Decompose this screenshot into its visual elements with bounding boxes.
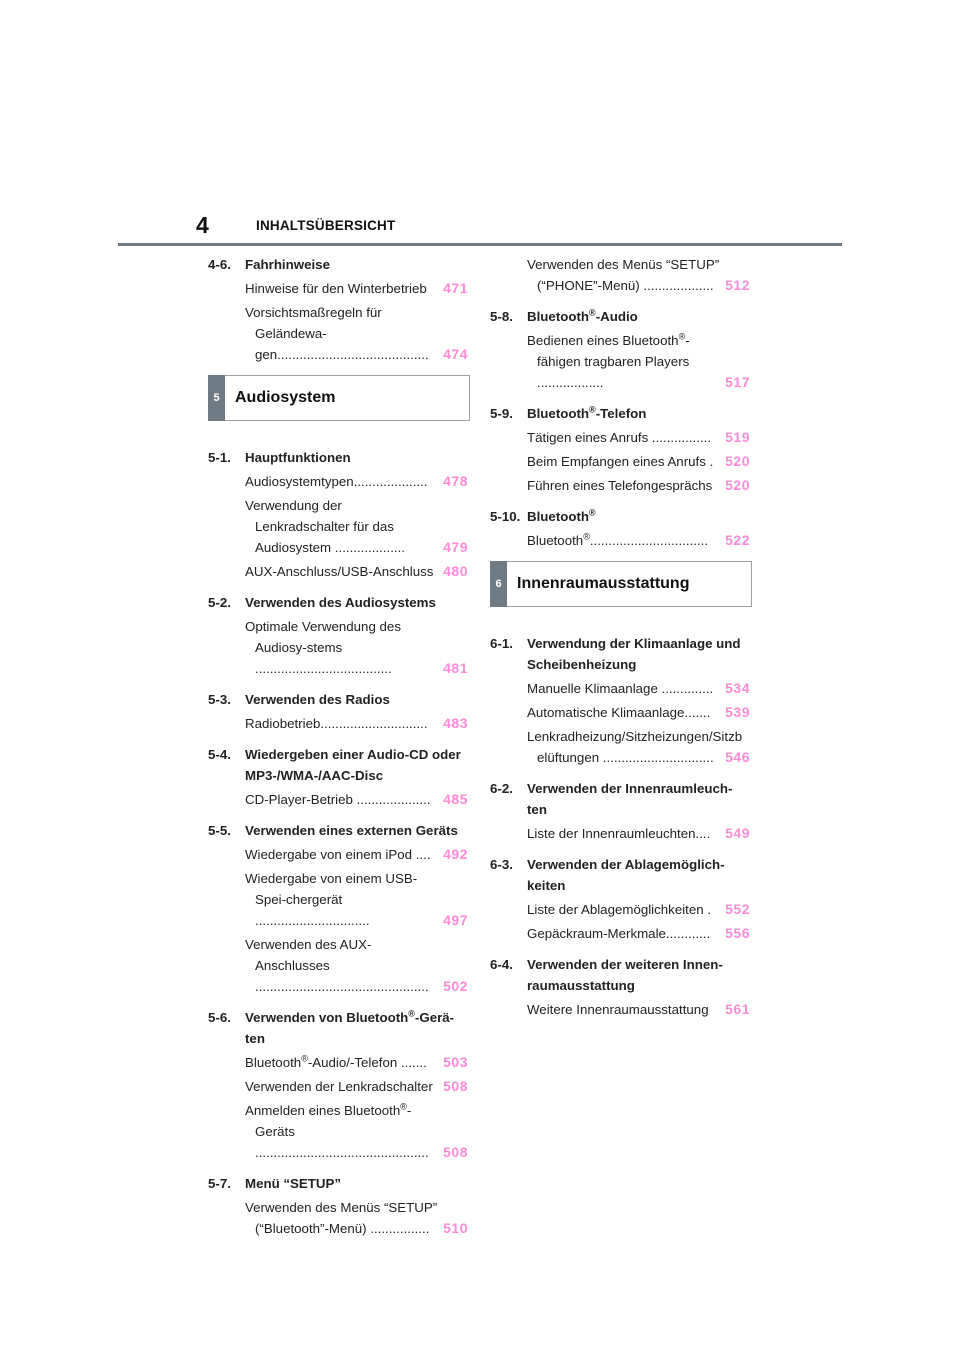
entry-text: Radiobetrieb............................. bbox=[245, 716, 428, 731]
section-number: 5-10. bbox=[490, 509, 521, 524]
entry-text bbox=[245, 1100, 470, 1163]
toc-entry[interactable] bbox=[490, 330, 752, 393]
section-number: 6-4. bbox=[490, 957, 513, 972]
entry-text: AUX-Anschluss/USB-Anschluss bbox=[245, 564, 434, 579]
entry-page-link[interactable]: 517 bbox=[725, 374, 750, 390]
toc-entry[interactable] bbox=[490, 899, 752, 920]
section-number: 6-3. bbox=[490, 857, 513, 872]
entry-text: Gepäckraum-Merkmale............ bbox=[527, 926, 711, 941]
section-title bbox=[527, 306, 752, 327]
section-title: Verwenden des Audiosystems bbox=[245, 595, 436, 610]
entry-text: Wiedergabe von einem USB-Spei-chergerät ............................... bbox=[245, 871, 418, 928]
toc-entry[interactable] bbox=[490, 475, 752, 496]
section-number: 5-8. bbox=[490, 309, 513, 324]
entry-page-link[interactable]: 539 bbox=[725, 704, 750, 720]
entry-page-link[interactable]: 556 bbox=[725, 925, 750, 941]
section-title-part: -Telefon bbox=[595, 406, 647, 421]
entry-text: Automatische Klimaanlage....... bbox=[527, 705, 711, 720]
entry-text bbox=[245, 1052, 470, 1073]
entry-page-link[interactable]: 478 bbox=[443, 473, 468, 489]
toc-column-right bbox=[490, 254, 752, 1020]
entry-page-link[interactable]: 485 bbox=[443, 791, 468, 807]
section-number: 5-1. bbox=[208, 450, 231, 465]
toc-entry[interactable] bbox=[490, 427, 752, 448]
section-number: 5-5. bbox=[208, 823, 231, 838]
section-title-part: -Audio bbox=[595, 309, 638, 324]
section-number: 5-3. bbox=[208, 692, 231, 707]
entry-text-part: Anmelden eines Bluetooth bbox=[245, 1103, 401, 1118]
entry-page-link[interactable]: 522 bbox=[725, 532, 750, 548]
entry-text: Verwenden des AUX-Anschlusses ............................................... bbox=[245, 937, 429, 994]
section-title-part: Bluetooth bbox=[527, 509, 590, 524]
toc-entry[interactable] bbox=[490, 702, 752, 723]
entry-text: Verwenden des Menüs “SETUP” (“PHONE”-Menü) ................... bbox=[527, 257, 720, 293]
entry-page-link[interactable]: 520 bbox=[725, 453, 750, 469]
toc-entry[interactable] bbox=[208, 844, 470, 865]
entry-text: Führen eines Telefongesprächs bbox=[527, 478, 713, 493]
page-header bbox=[0, 0, 960, 250]
registered-mark: ® bbox=[678, 331, 686, 342]
section-heading bbox=[490, 306, 752, 327]
section-number: 5-9. bbox=[490, 406, 513, 421]
section-title: Menü “SETUP” bbox=[245, 1176, 342, 1191]
chapter-title: Audiosystem bbox=[235, 389, 336, 406]
section-heading bbox=[490, 633, 752, 675]
toc-entry[interactable] bbox=[208, 713, 470, 734]
section-title: Verwendung der Klimaanlage und Scheibenheizung bbox=[527, 636, 741, 672]
entry-text: Lenkradheizung/Sitzheizungen/Sitzb elüftungen .............................. bbox=[527, 729, 743, 765]
entry-text-part: -Audio/-Telefon ....... bbox=[307, 1055, 427, 1070]
section-title bbox=[245, 1007, 470, 1049]
entry-page-link[interactable]: 510 bbox=[443, 1220, 468, 1236]
section-title: Verwenden der Innenraumleuch-ten bbox=[527, 781, 733, 817]
entry-text: Verwenden der Lenkradschalter bbox=[245, 1079, 433, 1094]
entry-page-link[interactable]: 552 bbox=[725, 901, 750, 917]
entry-page-link[interactable]: 519 bbox=[725, 429, 750, 445]
entry-page-link[interactable]: 492 bbox=[443, 846, 468, 862]
registered-mark: ® bbox=[583, 531, 590, 542]
section-title bbox=[527, 403, 752, 424]
section-title-part: -Gerä-ten bbox=[245, 1010, 455, 1046]
entry-page-link[interactable]: 502 bbox=[443, 978, 468, 994]
toc-entry[interactable] bbox=[208, 278, 470, 299]
section-number: 5-2. bbox=[208, 595, 231, 610]
toc-entry[interactable] bbox=[208, 1197, 470, 1239]
entry-text: Liste der Innenraumleuchten.... bbox=[527, 826, 711, 841]
section-heading bbox=[208, 744, 470, 786]
toc-entry[interactable] bbox=[490, 823, 752, 844]
section-title: Fahrhinweise bbox=[245, 257, 330, 272]
section-heading bbox=[490, 506, 752, 527]
toc-entry[interactable] bbox=[490, 726, 752, 768]
entry-page-link[interactable]: 534 bbox=[725, 680, 750, 696]
section-number: 5-4. bbox=[208, 747, 231, 762]
header-rule bbox=[118, 243, 842, 246]
entry-page-link[interactable]: 497 bbox=[443, 912, 468, 928]
toc-entry[interactable] bbox=[208, 302, 470, 365]
entry-page-link[interactable]: 481 bbox=[443, 660, 468, 676]
entry-text bbox=[527, 330, 752, 393]
toc-entry[interactable] bbox=[208, 934, 470, 997]
registered-mark: ® bbox=[589, 507, 596, 518]
section-title-part: Bluetooth bbox=[527, 406, 590, 421]
entry-text bbox=[527, 530, 752, 551]
entry-text-part: Bedienen eines Bluetooth bbox=[527, 333, 679, 348]
entry-page-link[interactable]: 479 bbox=[443, 539, 468, 555]
toc-entry[interactable] bbox=[208, 495, 470, 558]
entry-page-link[interactable]: 561 bbox=[725, 1001, 750, 1017]
section-heading bbox=[208, 689, 470, 710]
toc-entry[interactable] bbox=[490, 451, 752, 472]
entry-text: Audiosystemtypen.................... bbox=[245, 474, 428, 489]
entry-text: Hinweise für den Winterbetrieb bbox=[245, 281, 427, 296]
section-heading bbox=[208, 1173, 470, 1194]
entry-page-link[interactable]: 546 bbox=[725, 749, 750, 765]
toc-entry[interactable] bbox=[208, 789, 470, 810]
entry-text: Manuelle Klimaanlage .............. bbox=[527, 681, 714, 696]
section-heading bbox=[490, 954, 752, 996]
chapter-box bbox=[208, 375, 470, 421]
toc-entry[interactable] bbox=[208, 868, 470, 931]
page-title: INHALTSÜBERSICHT bbox=[256, 218, 396, 233]
toc-entry[interactable] bbox=[208, 561, 470, 582]
entry-text-part: Bluetooth bbox=[527, 533, 584, 548]
page-number: 4 bbox=[196, 212, 209, 238]
entry-text: Vorsichtsmaßregeln für Geländewa-gen......................................... bbox=[245, 305, 429, 362]
entry-text-part: Bluetooth bbox=[245, 1055, 302, 1070]
entry-page-link[interactable]: 508 bbox=[443, 1144, 468, 1160]
section-number: 6-1. bbox=[490, 636, 513, 651]
entry-text-part: -Geräts ............................................... bbox=[255, 1103, 429, 1160]
section-number: 5-6. bbox=[208, 1010, 231, 1025]
section-number: 5-7. bbox=[208, 1176, 231, 1191]
registered-mark: ® bbox=[589, 404, 596, 415]
entry-page-link[interactable]: 508 bbox=[443, 1078, 468, 1094]
section-heading bbox=[208, 447, 470, 468]
registered-mark: ® bbox=[589, 307, 596, 318]
section-heading bbox=[208, 254, 470, 275]
toc-entry[interactable] bbox=[490, 678, 752, 699]
section-heading bbox=[208, 820, 470, 841]
toc-entry[interactable] bbox=[208, 1052, 470, 1073]
section-number: 4-6. bbox=[208, 257, 231, 272]
entry-page-link[interactable]: 480 bbox=[443, 563, 468, 579]
entry-text: Tätigen eines Anrufs ................ bbox=[527, 430, 712, 445]
entry-page-link[interactable]: 549 bbox=[725, 825, 750, 841]
entry-page-link[interactable]: 520 bbox=[725, 477, 750, 493]
chapter-number-tab: 6 bbox=[490, 561, 507, 607]
section-heading bbox=[208, 592, 470, 613]
toc-entry[interactable] bbox=[208, 616, 470, 679]
section-heading bbox=[490, 854, 752, 896]
section-title: Verwenden der Ablagemöglich-keiten bbox=[527, 857, 725, 893]
entry-text-part: ................................ bbox=[589, 533, 709, 548]
chapter-box bbox=[490, 561, 752, 607]
registered-mark: ® bbox=[408, 1008, 415, 1019]
entry-page-link[interactable]: 503 bbox=[443, 1054, 468, 1070]
entry-text: CD-Player-Betrieb .................... bbox=[245, 792, 431, 807]
section-title-part: Bluetooth bbox=[527, 309, 590, 324]
section-title-part: Verwenden von Bluetooth bbox=[245, 1010, 409, 1025]
registered-mark: ® bbox=[400, 1101, 407, 1112]
toc-entry[interactable] bbox=[208, 471, 470, 492]
section-title bbox=[527, 506, 752, 527]
entry-text: Beim Empfangen eines Anrufs . bbox=[527, 454, 714, 469]
toc-entry[interactable] bbox=[208, 1076, 470, 1097]
section-title: Verwenden des Radios bbox=[245, 692, 390, 707]
entry-text: Optimale Verwendung des Audiosy-stems ..................................... bbox=[245, 619, 401, 676]
section-number: 6-2. bbox=[490, 781, 513, 796]
section-title: Wiedergeben einer Audio-CD oder MP3-/WMA-/AAC-Disc bbox=[245, 747, 461, 783]
entry-text: Verwendung der Lenkradschalter für das Audiosystem ................... bbox=[245, 498, 406, 555]
entry-text: Verwenden des Menüs “SETUP” (“Bluetooth”-Menü) ................ bbox=[245, 1200, 438, 1236]
toc-column-left bbox=[208, 254, 470, 1239]
entry-text: Liste der Ablagemöglichkeiten . bbox=[527, 902, 712, 917]
registered-mark: ® bbox=[301, 1053, 308, 1064]
toc-entry[interactable] bbox=[490, 999, 752, 1020]
section-heading bbox=[208, 1007, 470, 1049]
entry-text: Wiedergabe von einem iPod .... bbox=[245, 847, 431, 862]
chapter-number-tab: 5 bbox=[208, 375, 225, 421]
toc-entry[interactable] bbox=[490, 923, 752, 944]
section-title: Hauptfunktionen bbox=[245, 450, 351, 465]
entry-page-link[interactable]: 483 bbox=[443, 715, 468, 731]
entry-text-part: -fähigen tragbaren Players .................. bbox=[537, 333, 690, 390]
entry-page-link[interactable]: 474 bbox=[443, 346, 468, 362]
toc-entry[interactable] bbox=[208, 1100, 470, 1163]
entry-text: Weitere Innenraumausstattung bbox=[527, 1002, 709, 1017]
section-title: Verwenden der weiteren Innen-raumausstattung bbox=[527, 957, 723, 993]
toc-entry[interactable] bbox=[490, 254, 752, 296]
section-heading bbox=[490, 778, 752, 820]
chapter-title: Innenraumausstattung bbox=[517, 575, 690, 592]
entry-page-link[interactable]: 471 bbox=[443, 280, 468, 296]
section-heading bbox=[490, 403, 752, 424]
section-title: Verwenden eines externen Geräts bbox=[245, 823, 458, 838]
toc-entry[interactable] bbox=[490, 530, 752, 551]
entry-page-link[interactable]: 512 bbox=[725, 277, 750, 293]
